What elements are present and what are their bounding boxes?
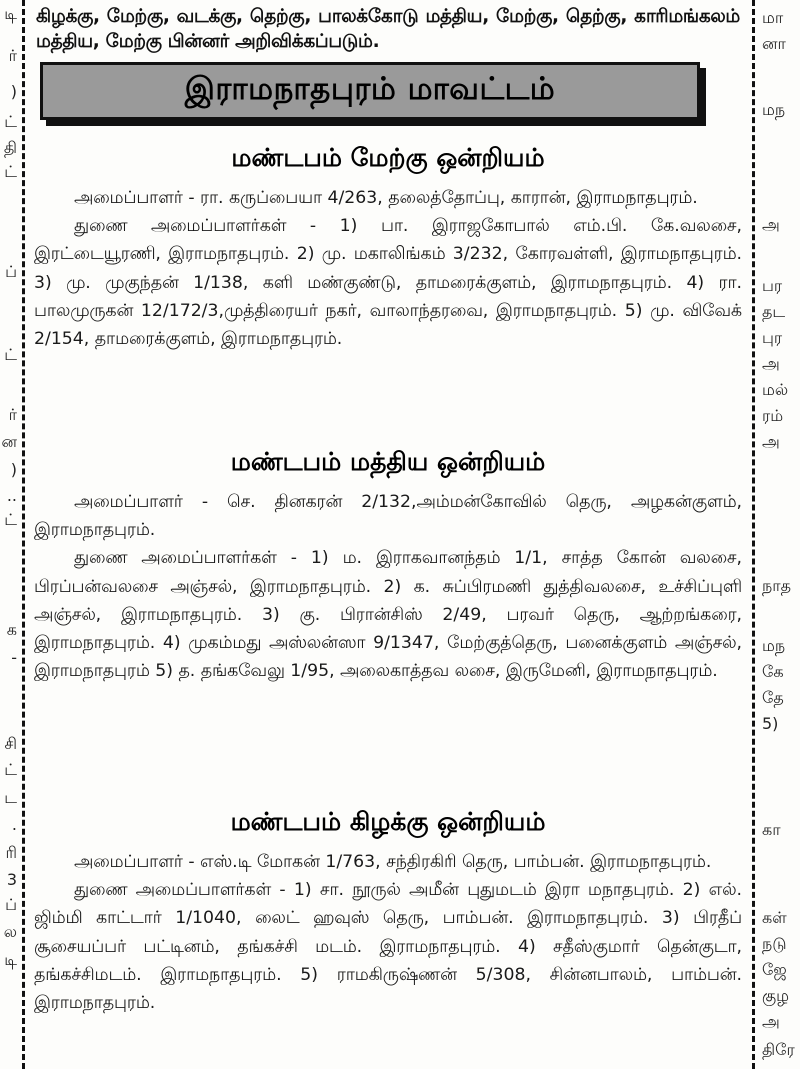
fragment-text: கே xyxy=(762,662,784,681)
fragment-text: னா xyxy=(762,34,786,53)
fragment-text: ப் xyxy=(5,895,17,914)
fragment-text: ட் xyxy=(4,760,17,779)
fragment-text: புர xyxy=(762,328,783,347)
fragment-text: குழ xyxy=(762,986,789,1005)
union-title: மண்டபம் மத்திய ஒன்றியம் xyxy=(230,447,546,476)
fragment-text: பர xyxy=(762,276,783,295)
fragment-text: கா xyxy=(762,820,781,839)
fragment-text: தட xyxy=(762,302,786,321)
fragment-text: ட xyxy=(4,788,17,807)
fragment-text: மந xyxy=(762,636,786,655)
column-divider-right xyxy=(752,0,755,1069)
organizer-paragraph: அமைப்பாளர் - எஸ்.டி மோகன் 1/763, சந்திரகிரி தெரு, பாம்பன். இராமநாதபுரம். xyxy=(74,852,712,872)
fragment-text: ன xyxy=(1,432,17,451)
right-column-fragments xyxy=(760,0,800,1069)
fragment-text: ர் xyxy=(8,405,17,424)
fragment-text: மா xyxy=(762,8,784,27)
fragment-text: நாத xyxy=(762,576,792,595)
fragment-text: - xyxy=(11,648,17,667)
fragment-text: ர் xyxy=(8,46,17,65)
fragment-text: டி xyxy=(4,950,17,969)
fragment-text: ரம் xyxy=(762,406,784,425)
fragment-text: டி xyxy=(4,4,17,23)
fragment-text: ஜே xyxy=(762,960,787,979)
deputy-organizers-paragraph: துணை அமைப்பாளர்கள் - 1) பா. இராஜகோபால் எம்.பி. கே.வலசை, இரட்டையூரணி, இராமநாதபுரம். 2) மு. மகாலிங்கம் 3/232, கோரவள்ளி, இராமநாதபுரம். 3) மு. முகுந்தன் 1/138, களி மண்குண்டு, தாமரைக்குளம், இராமநாதபுரம். 4) ரா. பாலமுருகன் 12/172/3,முத்திரையர் நகர், வாலாந்தரவை, இராமநாதபுரம். 5) மு. விவேக் 2/154, தாமரைக்குளம், இராமநாதபுரம். xyxy=(34,216,742,350)
union-title: மண்டபம் மேற்கு ஒன்றியம் xyxy=(231,143,545,172)
fragment-text: திரே xyxy=(762,1040,795,1059)
fragment-text: 3 xyxy=(6,870,17,889)
fragment-text: ரி xyxy=(5,843,17,862)
fragment-text: அ xyxy=(762,1012,780,1031)
district-banner xyxy=(40,62,700,120)
union-section-central xyxy=(32,446,744,685)
fragment-text: ட் xyxy=(4,162,17,181)
fragment-text: சி xyxy=(4,734,17,753)
fragment-text: தி xyxy=(3,138,17,157)
fragment-text: 5) xyxy=(762,714,779,733)
fragment-text: மந xyxy=(762,100,786,119)
fragment-text: நடு xyxy=(762,934,787,953)
fragment-text: ப் xyxy=(5,262,17,281)
fragment-text: அ xyxy=(762,432,780,451)
fragment-text: மல் xyxy=(762,380,789,399)
fragment-text: தே xyxy=(762,688,784,707)
fragment-text: .. xyxy=(6,486,17,505)
fragment-text: ட் xyxy=(4,112,17,131)
fragment-text: கள் xyxy=(762,908,787,927)
organizer-paragraph: அமைப்பாளர் - செ. தினகரன் 2/132,அம்மன்கோவில் தெரு, அழகன்குளம், இராமநாதபுரம். xyxy=(34,492,742,541)
fragment-text: ட் xyxy=(4,345,17,364)
fragment-text: அ xyxy=(762,215,780,234)
fragment-text: ட் xyxy=(4,510,17,529)
fragment-text: ல xyxy=(3,922,17,941)
deputy-organizers-paragraph: துணை அமைப்பாளர்கள் - 1) சா. நூருல் அமீன் புதுமடம் இரா மநாதபுரம். 2) எல். ஜிம்மி காட்டார் 1/1040, லைட் ஹவுஸ் தெரு, பாம்பன். இராமநாதபுரம். 3) பிரதீப் சூசையப்பர் பட்டினம், தங்கச்சி மடம். இராமநாதபுரம். 4) சதீஸ்குமார் தென்குடா, தங்கச்சிமடம். இராமநாதபுரம். 5) ராமகிருஷ்ணன் 5/308, சின்னபாலம், பாம்பன். இராமநாதபுரம். xyxy=(34,880,742,1014)
fragment-text: . xyxy=(11,815,17,834)
union-title: மண்டபம் கிழக்கு ஒன்றியம் xyxy=(230,807,546,836)
main-article-column xyxy=(32,0,744,1069)
column-divider-left xyxy=(22,0,25,1069)
fragment-text: ) xyxy=(10,460,17,479)
fragment-text: அ xyxy=(762,354,780,373)
deputy-organizers-paragraph: துணை அமைப்பாளர்கள் - 1) ம. இராகவானந்தம் 1/1, சாத்த கோன் வலசை, பிரப்பன்வலசை அஞ்சல், இராமநாதபுரம். 2) க. சுப்பிரமணி துத்திவலசை, உச்சிப்புளி அஞ்சல், இராமநாதபுரம். 3) கு. பிரான்சிஸ் 2/49, பரவர் தெரு, ஆற்றங்கரை, இராமநாதபுரம். 4) முகம்மது அஸ்லன்ஸா 9/1347, மேற்குத்தெரு, பனைக்குளம் அஞ்சல், இராமநாதபுரம் 5) த. தங்கவேலு 1/95, அலைகாத்தவ லசை, இருமேனி, இராமநாதபுரம். xyxy=(34,548,742,682)
fragment-text: ) xyxy=(10,82,17,101)
union-section-west xyxy=(32,142,744,353)
organizer-paragraph: அமைப்பாளர் - ரா. கருப்பையா 4/263, தலைத்தோப்பு, காரான், இராமநாதபுரம். xyxy=(74,188,698,208)
district-banner-title: இராமநாதபுரம் மாவட்டம் xyxy=(184,71,556,107)
fragment-text: க xyxy=(6,620,17,639)
top-notice-text: கிழக்கு, மேற்கு, வடக்கு, தெற்கு, பாலக்கோடு மத்திய, மேற்கு, தெற்கு, காரிமங்கலம் மத்திய, மேற்கு பின்னர் அறிவிக்கப்படும். xyxy=(36,6,740,52)
left-column-fragments xyxy=(0,0,20,1069)
union-section-east xyxy=(32,806,744,1017)
